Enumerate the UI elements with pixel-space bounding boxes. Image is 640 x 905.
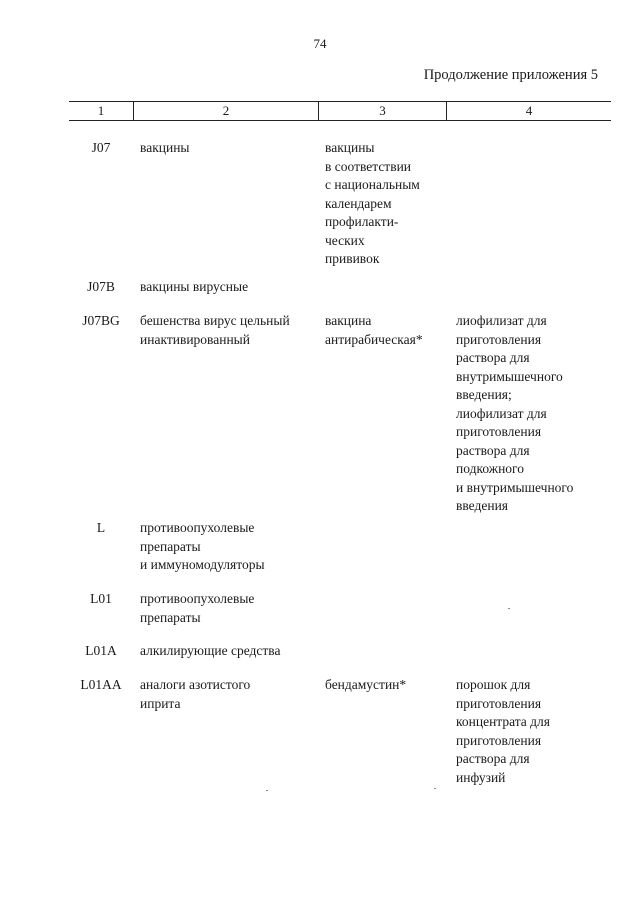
drug-name [318, 519, 446, 575]
column-header-4: 4 [446, 102, 611, 120]
atc-code: L01A [85, 643, 117, 658]
drug-name: бендамустин* [325, 677, 407, 692]
atc-code: L [96, 520, 106, 535]
atc-code: J07BG [82, 313, 120, 328]
table-row [69, 519, 611, 575]
dosage-form [446, 278, 611, 297]
page-number: 74 [313, 36, 327, 51]
dosage-form [446, 642, 611, 661]
drug-name [318, 642, 446, 661]
anatomical-therapeutic-group: алкилирующие средства [140, 643, 281, 658]
column-header-2: 2 [133, 102, 318, 120]
table-row [69, 642, 611, 661]
dosage-form [446, 139, 611, 269]
anatomical-therapeutic-group: противоопухолевые препараты [140, 591, 255, 625]
atc-code: L01 [90, 591, 112, 606]
drug-name [318, 590, 446, 627]
anatomical-therapeutic-group: бешенства вирус цельный инактивированный [140, 313, 290, 347]
anatomical-therapeutic-group: противоопухолевые препараты и иммуномодуляторы [140, 520, 265, 572]
atc-code: J07B [87, 279, 115, 294]
scan-speck [434, 788, 436, 789]
drug-name: вакцина антирабическая* [325, 313, 423, 347]
atc-code: L01AA [80, 677, 122, 692]
scan-speck [266, 790, 268, 791]
table-row [69, 139, 611, 269]
dosage-form: порошок для приготовления концентрата для приготовления раствора для инфузий [456, 677, 550, 785]
dosage-form: лиофилизат для приготовления раствора для внутримышечного введения; лиофилизат для приготовления раствора для подкожного и внутримышечного введения [456, 313, 574, 513]
anatomical-therapeutic-group: аналоги азотистого иприта [140, 677, 251, 711]
table-row [69, 312, 611, 516]
column-header-1: 1 [97, 103, 105, 118]
appendix-caption: Продолжение приложения 5 [423, 67, 598, 83]
drug-name [318, 278, 446, 297]
column-header-3: 3 [318, 102, 446, 120]
atc-code: J07 [91, 140, 111, 155]
table-row [69, 590, 611, 627]
anatomical-therapeutic-group: вакцины вирусные [140, 279, 249, 294]
table-header [69, 101, 611, 121]
drug-name: вакцины в соответствии с национальным календарем профилакти- ческих прививок [325, 140, 420, 266]
table-row [69, 676, 611, 787]
scan-speck [508, 608, 510, 609]
anatomical-therapeutic-group: вакцины [140, 140, 190, 155]
dosage-form [446, 590, 611, 627]
table-row [69, 278, 611, 297]
dosage-form [446, 519, 611, 575]
